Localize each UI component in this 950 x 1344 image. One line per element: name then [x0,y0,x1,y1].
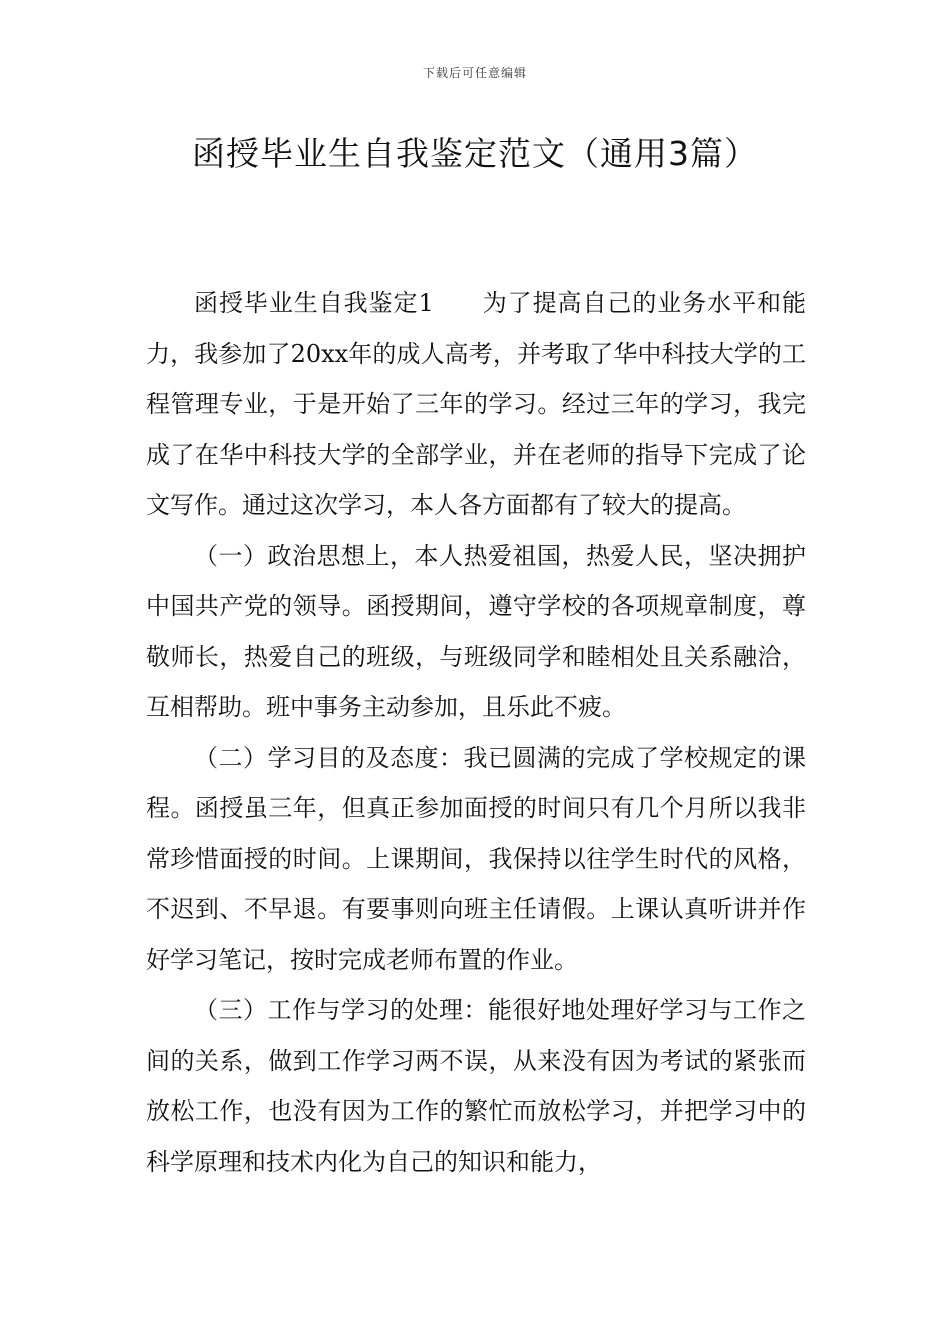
paragraph-politics: （一）政治思想上，本人热爱祖国，热爱人民，坚决拥护中国共产党的领导。函授期间，遵守学校的各项规章制度，尊敬师长，热爱自己的班级，与班级同学和睦相处且关系融洽，互相帮助。班中事务主动参加，且乐此不疲。 [146,541,806,721]
paragraph-text: 为了提高自己的业务水平和能力，我参加了20xx年的成人高考，并考取了华中科技大学的工程管理专业，于是开始了三年的学习。经过三年的学习，我完成了在华中科技大学的全部学业，并在老师的指导下完成了论文写作。通过这次学习，本人各方面都有了较大的提高。 [146,289,806,519]
section-label: 函授毕业生自我鉴定1 [194,289,434,317]
paragraph-intro [146,278,806,531]
paragraph-study: （二）学习目的及态度：我已圆满的完成了学校规定的课程。函授虽三年，但真正参加面授的时间只有几个月所以我非常珍惜面授的时间。上课期间，我保持以往学生时代的风格，不迟到、不早退。有要事则向班主任请假。上课认真听讲并作好学习笔记，按时完成老师布置的作业。 [146,743,806,974]
document-body [146,278,806,1187]
paragraph-work: （三）工作与学习的处理：能很好地处理好学习与工作之间的关系，做到工作学习两不误，从来没有因为考试的紧张而放松工作，也没有因为工作的繁忙而放松学习，并把学习中的科学原理和技术内化为自己的知识和能力， [146,996,806,1176]
document-title: 函授毕业生自我鉴定范文（通用3篇） [192,134,758,173]
header-note: 下载后可任意编辑 [422,66,527,80]
